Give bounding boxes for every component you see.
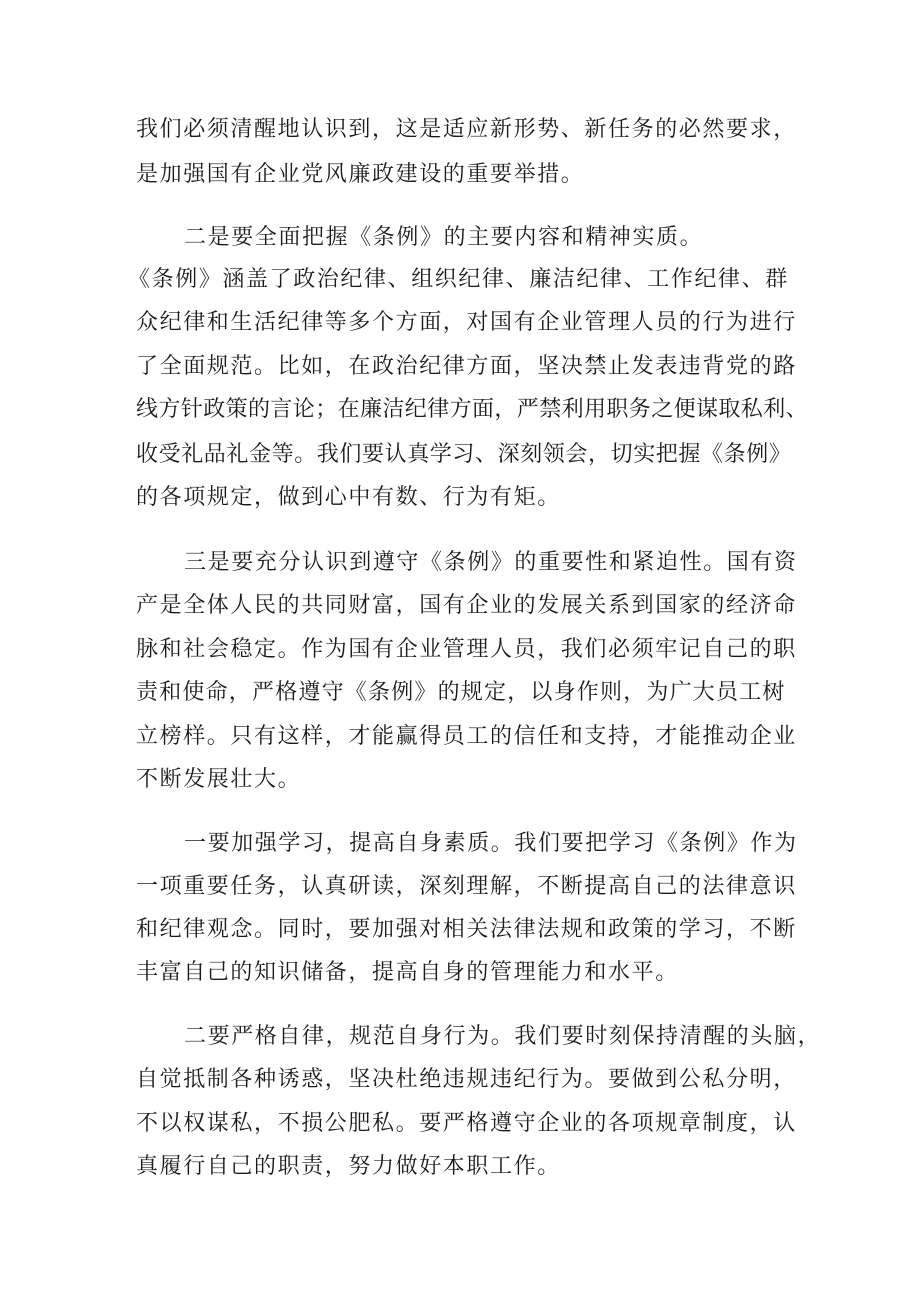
paragraph-line: 一项重要任务，认真研读，深刻理解，不断提高自己的法律意识 — [136, 874, 797, 899]
paragraph-line: 和纪律观念。同时，要加强对相关法律法规和政策的学习，不断 — [136, 917, 797, 942]
paragraph-line: 自觉抵制各种诱惑，坚决杜绝违规违纪行为。要做到公私分明， — [136, 1067, 797, 1092]
paragraph-line: 的各项规定，做到心中有数、行为有矩。 — [136, 485, 561, 510]
paragraph-line: 三是要充分认识到遵守《条例》的重要性和紧迫性。国有资 — [184, 550, 798, 575]
paragraph-line: 丰富自己的知识储备，提高自身的管理能力和水平。 — [136, 960, 679, 985]
paragraph-line: 立榜样。只有这样，才能赢得员工的信任和支持，才能推动企业 — [136, 724, 797, 749]
paragraph-line: 我们必须清醒地认识到，这是适应新形势、新任务的必然要求， — [136, 117, 797, 142]
paragraph-line: 二要严格自律，规范自身行为。我们要时刻保持清醒的头脑， — [184, 1024, 822, 1049]
paragraph-line: 是加强国有企业党风廉政建设的重要举措。 — [136, 162, 585, 187]
paragraph-line: 脉和社会稳定。作为国有企业管理人员，我们必须牢记自己的职 — [136, 637, 797, 662]
paragraph-line: 不以权谋私，不损公肥私。要严格遵守企业的各项规章制度，认 — [136, 1111, 797, 1136]
paragraph-line: 不断发展壮大。 — [136, 767, 302, 792]
paragraph-line: 产是全体人民的共同财富，国有企业的发展关系到国家的经济命 — [136, 593, 797, 618]
paragraph-line: 二是要全面把握《条例》的主要内容和精神实质。 — [184, 225, 704, 250]
paragraph-line: 责和使命，严格遵守《条例》的规定，以身作则，为广大员工树 — [136, 680, 786, 705]
paragraph-line: 众纪律和生活纪律等多个方面，对国有企业管理人员的行为进行 — [136, 310, 797, 335]
paragraph-line: 真履行自己的职责，努力做好本职工作。 — [136, 1154, 561, 1179]
paragraph-line: 一要加强学习，提高自身素质。我们要把学习《条例》作为 — [184, 831, 798, 856]
paragraph-line: 了全面规范。比如，在政治纪律方面，坚决禁止发表违背党的路 — [136, 354, 797, 379]
paragraph-line: 《条例》涵盖了政治纪律、组织纪律、廉洁纪律、工作纪律、群 — [128, 267, 789, 292]
paragraph-line: 收受礼品礼金等。我们要认真学习、深刻领会，切实把握《条例》 — [136, 442, 792, 467]
paragraph-line: 线方针政策的言论；在廉洁纪律方面，严禁利用职务之便谋取私利、 — [136, 397, 809, 422]
